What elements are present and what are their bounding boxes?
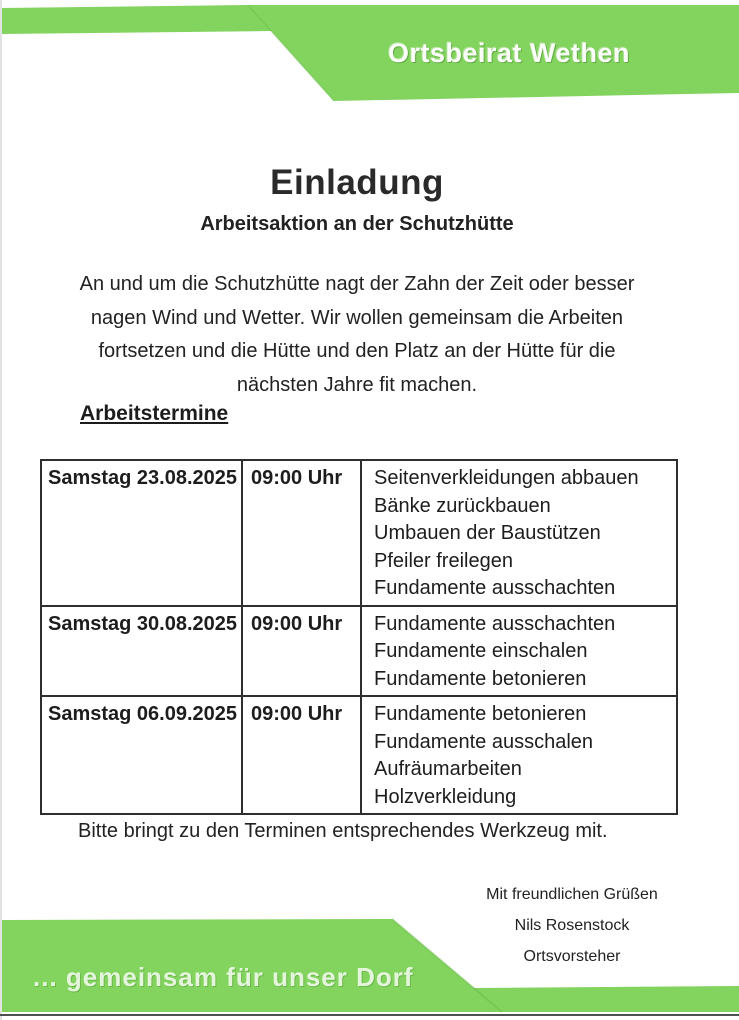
scan-bottom-line <box>0 1014 739 1016</box>
intro-line: nagen Wind und Wetter. Wir wollen gemeinsam die Arbeiten <box>90 306 624 329</box>
page-subtitle: Arbeitsaktion an der Schutzhütte <box>200 213 514 235</box>
task-line: Fundamente ausschachten <box>374 612 616 635</box>
org-name: Ortsbeirat Wethen <box>388 38 631 68</box>
intro-line: An und um die Schutzhütte nagt der Zahn der Zeit oder besser <box>79 273 635 295</box>
footer-banner-strip <box>473 986 739 1012</box>
schedule-time: 09:00 Uhr <box>242 696 361 814</box>
schedule-body <box>41 460 677 814</box>
task-line: Seitenverkleidungen abbauen <box>374 467 639 489</box>
schedule-tasks <box>361 460 677 606</box>
task-line: Umbauen der Baustützen <box>374 522 601 544</box>
footer-motto: ... gemeinsam für unser Dorf <box>33 962 414 992</box>
intro-line: nächsten Jahre fit machen. <box>236 373 478 396</box>
schedule-row <box>41 460 677 606</box>
task-line: Fundamente betonieren <box>374 703 587 725</box>
task-line: Fundamente einschalen <box>374 640 588 662</box>
task-line: Fundamente betonieren <box>374 667 587 690</box>
schedule-table <box>40 459 678 815</box>
schedule-time: 09:00 Uhr <box>242 606 361 697</box>
signature-name: Nils Rosenstock <box>514 917 630 934</box>
page-title: Einladung <box>270 163 444 202</box>
schedule-row <box>41 696 677 814</box>
header-banner-strip <box>0 5 272 34</box>
task-line: Aufräumarbeiten <box>374 758 522 780</box>
task-line: Fundamente ausschachten <box>374 577 616 599</box>
task-line: Fundamente ausschalen <box>374 730 594 753</box>
signature-greeting: Mit freundlichen Grüßen <box>486 886 658 903</box>
schedule-tasks <box>361 696 677 814</box>
task-line: Pfeiler freilegen <box>374 549 513 572</box>
footer-banner-graphic <box>0 900 739 1020</box>
intro-paragraph <box>0 268 714 402</box>
section-heading: Arbeitstermine <box>80 402 229 425</box>
schedule-date: Samstag 30.08.2025 <box>41 606 242 697</box>
schedule-tasks <box>361 606 677 697</box>
task-line: Holzverkleidung <box>374 785 517 808</box>
schedule-date: Samstag 06.09.2025 <box>41 696 242 814</box>
schedule-row <box>41 606 677 697</box>
schedule-time: 09:00 Uhr <box>242 460 361 606</box>
signature-role: Ortsvorsteher <box>523 948 621 965</box>
schedule-date: Samstag 23.08.2025 <box>41 460 242 606</box>
intro-line: fortsetzen und die Hütte und den Platz an der Hütte für die <box>98 340 616 362</box>
task-line: Bänke zurückbauen <box>374 494 551 517</box>
scan-left-edge <box>0 0 2 1020</box>
note-line: Bitte bringt zu den Terminen entsprechendes Werkzeug mit. <box>78 820 608 842</box>
